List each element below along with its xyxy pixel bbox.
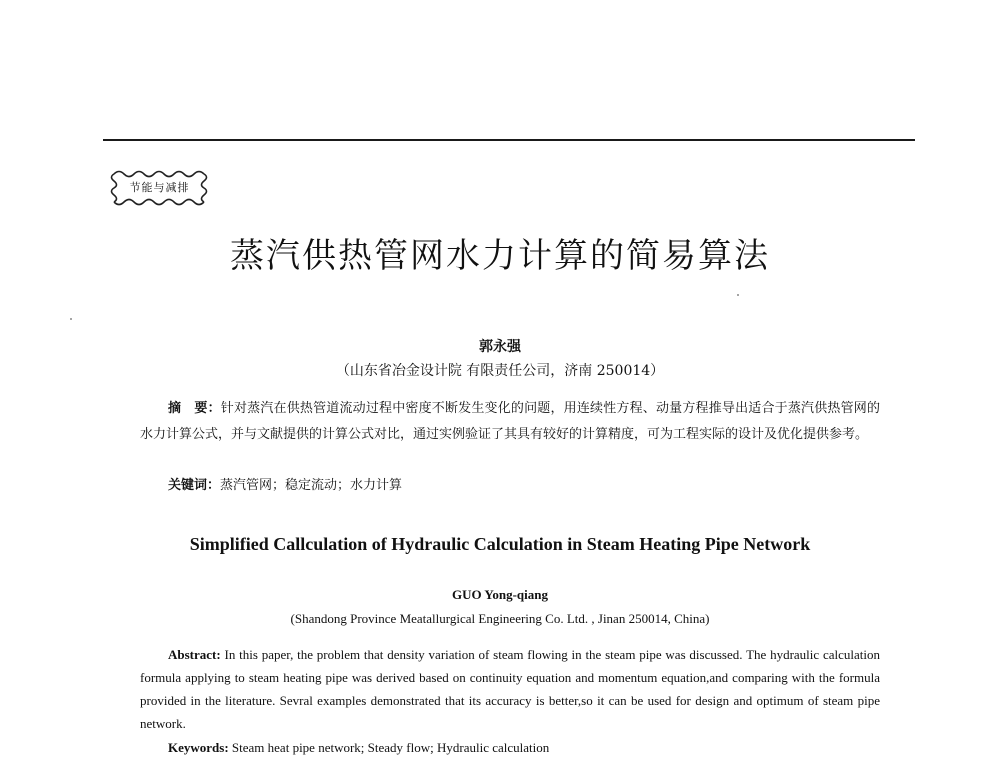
author-english: GUO Yong-qiang bbox=[452, 587, 548, 602]
affiliation-chinese: （山东省冶金设计院 有限责任公司，济南 250014） bbox=[335, 363, 665, 379]
keywords-chinese bbox=[168, 474, 402, 493]
section-tag bbox=[108, 166, 211, 210]
scan-speck bbox=[70, 318, 72, 320]
keywords-chinese-label: 关键词： bbox=[168, 478, 221, 493]
title-english: Simplified Callculation of Hydraulic Calculation in Steam Heating Pipe Network bbox=[189, 534, 811, 554]
abstract-chinese bbox=[140, 396, 880, 448]
keywords-english-label: Keywords: bbox=[168, 740, 229, 755]
abstract-english bbox=[140, 643, 880, 735]
title-chinese: 蒸汽供热管网水力计算的简易算法 bbox=[230, 236, 770, 276]
affiliation-english: (Shandong Province Meatallurgical Engineering Co. Ltd. , Jinan 250014, China) bbox=[290, 611, 710, 626]
abstract-chinese-text: 针对蒸汽在供热管道流动过程中密度不断发生变化的问题，用连续性方程、动量方程推导出适合于蒸汽供热管网的水力计算公式，并与文献提供的计算公式对比，通过实例验证了其具有较好的计算精度，可为工程实际的设计及优化提供参考。 bbox=[140, 401, 880, 442]
abstract-chinese-label: 摘 要： bbox=[168, 401, 221, 416]
author-chinese: 郭永强 bbox=[479, 339, 521, 355]
section-tag-label: 节能与减排 bbox=[129, 181, 190, 194]
keywords-english-text: Steam heat pipe network; Steady flow; Hydraulic calculation bbox=[228, 740, 550, 755]
header-rule bbox=[103, 139, 915, 141]
abstract-english-label: Abstract: bbox=[168, 647, 221, 662]
scan-speck bbox=[737, 294, 739, 296]
keywords-english bbox=[168, 740, 549, 756]
abstract-english-text: In this paper, the problem that density variation of steam flowing in the steam pipe was discussed. The hydraulic calculation formula applying to steam heating pipe was derived based on continuity equation and momentum equation,and comparing with the formula provided in the literature. Sevral examples demonstrated that its accuracy is better,so it can be used for design and optimum of steam pipe network. bbox=[140, 647, 880, 731]
keywords-chinese-text: 蒸汽管网；稳定流动；水力计算 bbox=[220, 478, 403, 493]
